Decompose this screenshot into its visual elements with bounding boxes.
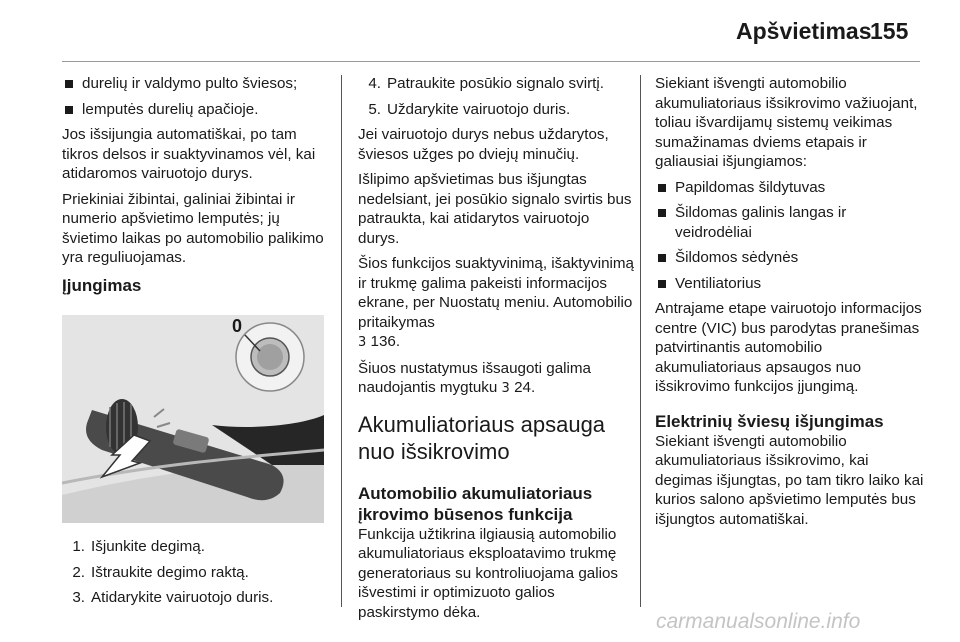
paragraph: Jei vairuotojo durys nebus uždarytos, šviesos užges po dviejų minučių. [358,126,609,163]
paragraph: Šios funkcijos suaktyvinimą, išaktyvinimą ir trukmę galima pakeisti informacijos ekrane, per Nuostatų meniu. Automobilio pritaikymas 3 136. [358,255,635,350]
bullet-item: Šildomas galinis langas ir veidrodėliai [655,203,925,242]
page-reference-link[interactable]: 24. [514,379,536,396]
page-reference-icon: 3 [358,335,367,350]
section-heading: Akumuliatoriaus apsauga nuo išsikrovimo [358,411,606,464]
sub-heading: Automobilio akumuliatoriaus įkrovimo būsenos funkcija [358,483,593,524]
bullet-square-icon [65,106,73,114]
bullet-item: lemputės durelių apačioje. [62,100,332,120]
list-item: 3. Atidarykite vairuotojo duris. [72,589,274,606]
page-header [0,0,960,64]
page-reference-link[interactable]: 136. [370,333,401,350]
paragraph: Išlipimo apšvietimas bus išjungtas nedelsiant, jei posūkio signalo svirtis bus patraukta, kai atidarytos vairuotojo durys. [358,171,632,247]
list-item: 4. Patraukite posūkio signalo svirtį. [368,75,604,92]
column-divider-1 [341,75,342,607]
bullet-square-icon [65,80,73,88]
page-number: 155 [870,18,909,44]
section-heading: Įjungimas [62,275,142,295]
list-item: 5. Uždarykite vairuotojo duris. [368,100,571,118]
paragraph: Siekiant išvengti automobilio akumuliatoriaus išsikrovimo, kai degimas išjungtas, po tam tikro laiko kai kurios salono apšvietimo lemputės bus išjungtos automatiškai. [655,432,924,528]
column-2 [358,74,634,628]
header-rule [62,61,920,62]
bullet-item: durelių ir valdymo pulto šviesos; [62,74,332,94]
page-title: Apšvietimas [736,18,872,44]
paragraph: Priekiniai žibintai, galiniai žibintai ir numerio apšvietimo lemputės; jų švietimo laikas po automobilio palikimo yra reguliuojamas. [62,190,324,266]
paragraph: Antrajame etape vairuotojo informacijos centre (VIC) bus parodytas pranešimas patvirtinantis automobilio akumuliatoriaus apsaugos nuo išsikrovimo funkcijos įjungimą. [655,300,922,395]
column-1 [62,74,332,614]
bullet-square-icon [658,280,666,288]
list-item: 1. Išjunkite degimą. [72,538,205,555]
paragraph: Jos išsijungia automatiškai, po tam tikros delsos ir suaktyvinamos vėl, kai atidaromos vairuotojo durys. [62,126,316,182]
column-3 [655,74,925,535]
sub-heading: Elektrinių šviesų išjungimas [655,411,884,431]
steps-list [358,74,634,119]
column-divider-2 [640,75,641,607]
steps-list [62,537,332,608]
page-reference-icon: 3 [501,381,510,396]
lever-illustration [62,315,324,523]
bullet-square-icon [658,209,666,217]
paragraph: Funkcija užtikrina ilgiausią automobilio akumuliatoriaus eksploatavimo trukmę generatoriaus su kontroliuojama galios išvestimi ir optimizuoto galios paskirstymo dėka. [358,525,619,621]
turn-signal-lever-figure [62,315,324,523]
paragraph: Siekiant išvengti automobilio akumuliatoriaus išsikrovimo važiuojant, toliau išvardijamų sistemų veikimas sumažinamas dviems etapais ir galiausiai išjungiamos: [655,75,918,170]
list-item: 2. Ištraukite degimo raktą. [72,563,249,581]
bullet-item: Papildomas šildytuvas [655,178,925,198]
bullet-square-icon [658,184,666,192]
bullet-item: Ventiliatorius [655,274,925,294]
bullet-item: Šildomos sėdynės [655,248,925,268]
button-zero-label: 0 [232,316,243,336]
bullet-square-icon [658,254,666,262]
watermark: carmanualsonline.info [656,610,861,633]
paragraph: Šiuos nustatymus išsaugoti galima naudojantis mygtuku 3 24. [358,359,591,396]
